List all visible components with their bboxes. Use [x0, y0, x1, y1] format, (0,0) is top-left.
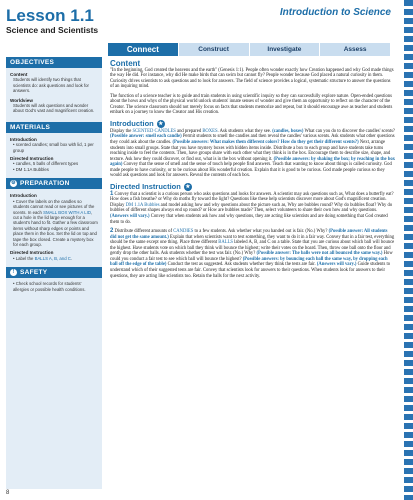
lesson-subtitle: Science and Scientists	[6, 25, 99, 35]
preparation-directed-label: Directed Instruction	[10, 250, 54, 256]
materials-directed-label: Directed Instruction	[10, 156, 54, 162]
objectives-worldview-text: Students will ask questions and wonder about God's vast and magnificent creation.	[13, 103, 95, 114]
materials-intro-text: • scented candles; small box with lid, 1 per group	[13, 142, 94, 153]
objectives-worldview-label: Worldview	[10, 97, 33, 103]
objectives-content-text: Students will identify two things that scientists do: ask questions and look for answers.	[13, 77, 89, 94]
safety-heading: ! SAFETY	[6, 267, 102, 278]
materials-directed-item: • candles, 5 balls of different types	[13, 161, 79, 167]
introduction-heading: Introduction ★	[110, 119, 164, 129]
materials-directed-item: • DM 1.1A Bubbles	[13, 166, 49, 172]
page-number: 8	[6, 490, 10, 496]
lightbulb-icon: ★	[158, 120, 164, 127]
preparation-intro-label: Introduction	[10, 193, 37, 199]
objectives-block	[6, 68, 102, 116]
preparation-intro-text: • Cover the labels on the candles so students cannot read or see pictures of the scents. In each SMALL BOX WITH A LID, cut a hole in the lid large enough for a student's hand to fit. Gather a few classroom items without sharp edges or points and place them in the box. Set the lid on top and tape the box closed. Create a mystery box for each group.	[13, 198, 98, 247]
introduction-paragraph: Display the SCENTED CANDLES and prepared BOXES. Ask students what they see. (candles, boxes) What can you do to discover the candles' scents? (Possible answer: smell each candle) Permit students to smell the candles and then reveal the candles' various scents. Ask students what other questions they could ask about the candles. (Possible answers: What makes them different colors? How do they get their different scents?) Next, arrange students into small groups. State that you have mystery boxes with hidden items inside. Distribute a box to each group and have students take turns reaching inside to feel the contents. Then, have groups share with each other what they think is in the box. Encourage them to describe size, shape, and texture. Ask how they could discover, or find out, what is in the box without opening it. (Possible answers: by shaking the box; by reaching in the box again) Convey that the sense of smell and the sense of touch help people find answers. Teach that wanting to know about things is called curiosity. God made people to have curiosity, or to be curious about His wonderful creation. Explain that it is good to be curious. God made people curious so they would ask questions and look for answers. Reveal the contents of each box.	[110, 128, 396, 179]
lesson-phase-tabs	[108, 43, 391, 56]
content-paragraph: The function of a science teacher is to guide and train students in using scientific inquiry so they can successfully explore nature. Open-ended questions about the hows and whys of the physical world unlock students' innate senses of wonder and give them an opportunity to reflect on the character of the Creator. The science classroom should not merely focus on facts that students memorize and repeat, but it should encourage awe as teacher and students embark on a journey to know the Creator and His creation.	[110, 93, 393, 116]
decorative-edge-stripe	[404, 0, 413, 500]
objectives-content-label: Content	[10, 72, 28, 77]
directed-step-2: 2 Distribute different amounts of CANDIES to a few students. Ask whether what you handed out is fair. (No.) Why? (Possible answer: All students did not get the same amount.) Explain that when scientists want to test something, they want to do it in a fair way. Convey that in a fair test, everything should be the same except one thing. Place three different BALLS labeled A, B, and C on a table. State that you are curious about which ball will bounce the highest. Have students vote on which ball they think will bounce the highest; write their votes on the board. Then, throw one ball onto the floor and gently drop the other balls. Ask students whether the test was fair. (No.) Why? (Possible answer: The balls were not all bounced the same way.) How could you conduct a fair test to see which ball will bounce the highest? (Possible answers: by bouncing each ball the same way, by dropping each ball off the edge of the table) Conduct the test as suggested. Ask students whether they think the tests are fair. (Answers will vary.) Guide students to understand which of their suggested tests are fair. Convey that scientists look for answers to their questions. When students look for answers to their questions, they are acting like scientists too. Retain the balls for the next activity.	[110, 228, 395, 279]
gear-icon: ⚙	[11, 180, 16, 187]
preparation-directed-text: • Label the BALLS A, B, and C.	[13, 255, 73, 261]
preparation-heading: ⚙ PREPARATION	[6, 178, 102, 189]
tab-construct: Construct	[179, 43, 250, 56]
sidebar	[6, 57, 102, 489]
content-paragraph: "In the beginning, God created the heavens and the earth" (Genesis 1:1). People often wonder exactly how Creation happened and why God made things the way He did. For instance, why did He make birds that can swim but cannot fly? People wonder because God placed a natural curiosity in them. Curiosity drives scientists to ask questions and to look for answers. The field of science provides a logical, systematic structure to answer the questions of an inquiring mind.	[110, 67, 394, 90]
unit-title: Introduction to Science	[279, 7, 391, 18]
directed-instruction-heading: Directed Instruction ★	[110, 182, 191, 192]
main-content	[110, 61, 395, 283]
materials-block	[6, 133, 102, 174]
preparation-block	[6, 189, 102, 263]
objectives-heading: OBJECTIVES	[6, 57, 102, 68]
safety-block	[6, 278, 102, 294]
materials-heading: MATERIALS	[6, 122, 102, 133]
tab-assess: Assess	[320, 43, 391, 56]
tab-investigate: Investigate	[250, 43, 321, 56]
safety-text: • Check school records for students' allergies or possible health conditions.	[13, 281, 86, 292]
safety-icon: !	[10, 269, 17, 276]
content-heading: Content	[110, 59, 141, 68]
materials-intro-label: Introduction	[10, 136, 37, 142]
lightbulb-icon: ★	[185, 183, 191, 190]
directed-step-1: 1 Convey that a scientist is a curious person who asks questions and looks for answers. A scientist may ask questions such as, What does a butterfly eat? How does a fish breathe? or Why do moths fly toward the light? Questions like these help scientists discover more about God's magnificent creation. Display DM 1.1A Bubbles and model asking how and why questions about the picture such as, Why are bubbles round? Why do bubbles float? Why do bubbles of different shapes always end up round? or How are bubbles made? Then, select volunteers to share their own how and why questions. (Answers will vary.) Convey that when students ask how and why questions, they are acting like scientists and are doing something that God created them to do.	[110, 190, 394, 225]
lesson-title: Lesson 1.1	[6, 6, 94, 25]
tab-connect: Connect	[108, 43, 179, 56]
